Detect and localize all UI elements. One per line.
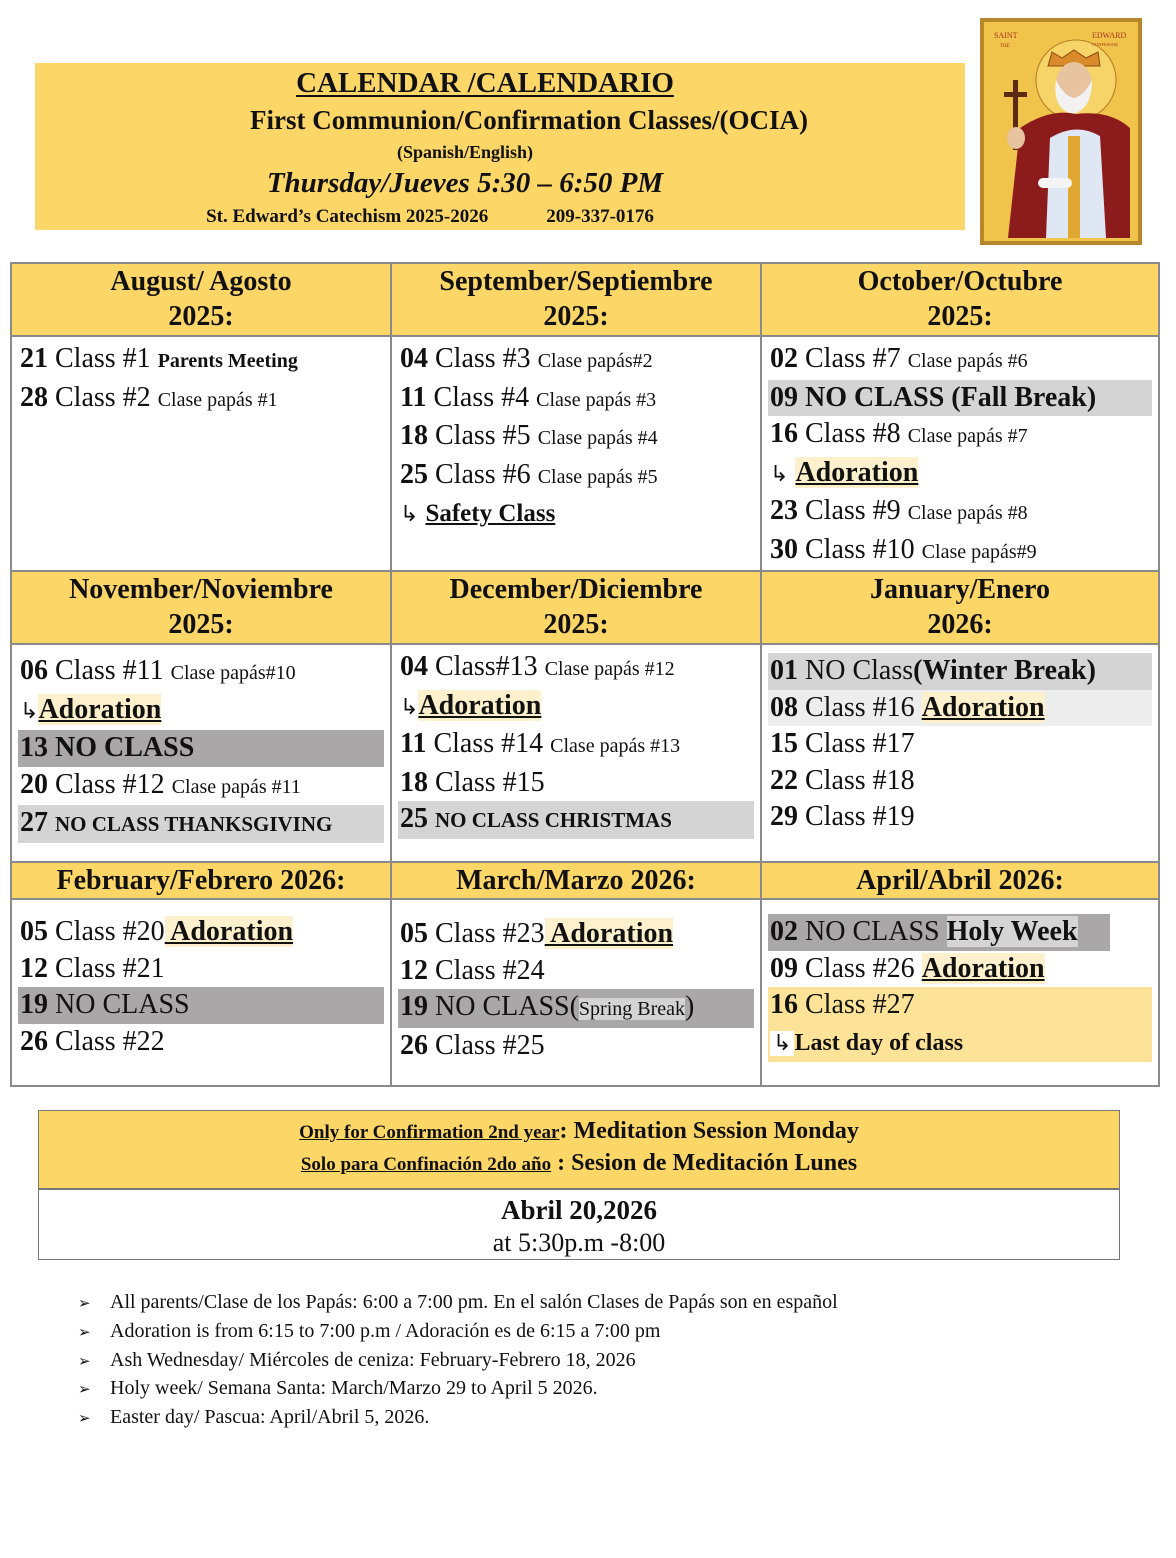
list-item: 26 Class #22 (20, 1025, 165, 1057)
list-item (20, 692, 382, 731)
adoration-label: Adoration (921, 691, 1045, 723)
note-item: ➢ Holy week/ Semana Santa: March/Marzo 29 to April 5 2026. (78, 1375, 838, 1404)
month-header-row (11, 862, 1159, 899)
list-item: 12 Class #21 (20, 952, 165, 984)
phone-number: 209-337-0176 (546, 206, 654, 227)
month-header-september: September/Septiembre 2025: (391, 263, 761, 336)
arrow-icon: ↳ (400, 502, 419, 527)
month-header-april: April/Abril 2026: (761, 862, 1159, 899)
organization-line (0, 206, 895, 228)
no-class-item: 19 NO CLASS (18, 987, 384, 1024)
month-cell-february (11, 899, 391, 1086)
calendar-header (35, 63, 965, 230)
list-item: 09 Class #26 Adoration (770, 952, 1045, 984)
meditation-label-en: Only for Confirmation 2nd year (299, 1122, 560, 1143)
list-item: 11 Class #14 Clase papás #13 (400, 728, 681, 759)
bullet-arrow-icon: ➢ (78, 1351, 91, 1370)
month-header-row (11, 571, 1159, 644)
adoration-label: Adoration (921, 952, 1045, 984)
month-header-november: November/Noviembre 2025: (11, 571, 391, 644)
safety-class-link: Safety Class (425, 500, 556, 527)
list-item (400, 688, 752, 727)
month-cell-december (391, 644, 761, 862)
list-item: 11 Class #4 Clase papás #3 (400, 381, 657, 413)
note-item: ➢ Easter day/ Pascua: April/Abril 5, 2026. (78, 1404, 838, 1433)
meditation-session-box (38, 1110, 1120, 1260)
list-item (770, 455, 1150, 494)
note-item: ➢ Adoration is from 6:15 to 7:00 p.m / Adoración es de 6:15 a 7:00 pm (78, 1318, 838, 1347)
bullet-arrow-icon: ➢ (78, 1294, 91, 1312)
month-cell-august (11, 336, 391, 571)
adoration-label: Adoration (38, 693, 162, 725)
page-subtitle: First Communion/Confirmation Classes/(OCIA) (250, 105, 808, 135)
month-cell-october (761, 336, 1159, 571)
svg-text:EDWARD: EDWARD (1092, 31, 1127, 40)
meditation-date: Abril 20,2026 (500, 1195, 657, 1225)
bullet-arrow-icon: ➢ (78, 1380, 91, 1399)
list-item: 05 Class #20 Adoration (20, 916, 294, 947)
month-cell-april (761, 899, 1159, 1086)
list-item: 18 Class #5 Clase papás #4 (400, 420, 658, 451)
month-header-march: March/Marzo 2026: (391, 862, 761, 899)
arrow-icon: ↳ (770, 1031, 794, 1056)
list-item: 02 Class #7 Clase papás #6 (770, 343, 1028, 374)
list-item: 08 Class #16 Adoration (768, 690, 1152, 727)
note-item: ➢ All parents/Clase de los Papás: 6:00 a 7:00 pm. En el salón Clases de Papás son en español (78, 1289, 838, 1318)
no-class-item: 27 NO CLASS THANKSGIVING (18, 805, 384, 843)
no-class-item: 25 NO CLASS CHRISTMAS (398, 801, 754, 839)
bullet-arrow-icon: ➢ (78, 1409, 91, 1428)
list-item: 18 Class #15 (400, 766, 545, 798)
month-header-row (11, 263, 1159, 336)
arrow-icon: ↳ (20, 698, 39, 724)
list-item: 21 Class #1 Parents Meeting (20, 343, 298, 374)
languages-label: (Spanish/English) (396, 142, 534, 162)
list-item: 06 Class #11 Clase papás#10 (20, 655, 296, 686)
arrow-icon: ↳ (770, 461, 789, 487)
list-item: 12 Class #24 (400, 954, 545, 986)
list-item (400, 495, 752, 534)
list-item: 16 Class #8 Clase papás #7 (770, 418, 1028, 449)
last-day-item: ↳ Last day of class (768, 1024, 1152, 1063)
page-title: CALENDAR /CALENDARIO (296, 67, 674, 99)
list-item: 25 Class #6 Clase papás #5 (400, 458, 658, 490)
meditation-text-es: : Sesion de Meditación Lunes (551, 1150, 858, 1176)
organization-name: St. Edward’s Catechism 2025-2026 (206, 206, 489, 227)
list-item: 20 Class #12 Clase papás #11 (20, 768, 301, 800)
no-class-item: 19 NO CLASS(Spring Break) (398, 989, 754, 1028)
arrow-icon: ↳ (400, 694, 419, 720)
month-cell-september (391, 336, 761, 571)
list-item: 22 Class #18 (770, 764, 915, 796)
adoration-label: Adoration (164, 916, 294, 947)
month-cell-january (761, 644, 1159, 862)
no-class-item: 09 NO CLASS (Fall Break) (768, 380, 1152, 417)
adoration-label: Adoration (544, 918, 674, 949)
list-item: 15 Class #17 (770, 728, 915, 759)
list-item: 05 Class #23 Adoration (400, 918, 674, 949)
list-item: 04 Class#13 Clase papás #12 (400, 651, 675, 682)
meditation-header (39, 1111, 1119, 1190)
no-class-item: 02 NO CLASS Holy Week (768, 914, 1110, 951)
list-item: 28 Class #2 Clase papás #1 (20, 381, 278, 413)
calendar-table (10, 262, 1160, 1087)
list-item: 30 Class #10 Clase papás#9 (770, 533, 1037, 565)
class-schedule: Thursday/Jueves 5:30 – 6:50 PM (266, 167, 664, 199)
list-item: 26 Class #25 (400, 1029, 545, 1061)
month-header-december: December/Diciembre 2025: (391, 571, 761, 644)
list-item: 04 Class #3 Clase papás#2 (400, 343, 653, 374)
month-header-october: October/Octubre 2025: (761, 263, 1159, 336)
adoration-label: Adoration (795, 456, 919, 488)
month-header-august: August/ Agosto 2025: (11, 263, 391, 336)
month-cell-march (391, 899, 761, 1086)
no-class-item: 13 NO CLASS (18, 730, 384, 767)
meditation-time: at 5:30p.m -8:00 (492, 1228, 666, 1257)
list-item: 16 Class #27 (768, 987, 1152, 1024)
svg-text:SAINT: SAINT (994, 31, 1018, 40)
month-header-february: February/Febrero 2026: (11, 862, 391, 899)
adoration-label: Adoration (418, 689, 542, 721)
bullet-arrow-icon: ➢ (78, 1322, 91, 1341)
list-item: 23 Class #9 Clase papás #8 (770, 495, 1028, 526)
no-class-item: 01 NO Class(Winter Break) (768, 653, 1152, 690)
month-header-january: January/Enero 2026: (761, 571, 1159, 644)
meditation-label-es: Solo para Confinación 2do año (300, 1154, 552, 1175)
saint-edward-icon (980, 18, 1142, 245)
svg-text:CONFESSOR: CONFESSOR (1092, 42, 1119, 47)
svg-text:THE: THE (1000, 44, 1010, 49)
meditation-text-en: : Meditation Session Monday (559, 1118, 859, 1144)
notes-list (78, 1289, 838, 1433)
note-item: ➢ Ash Wednesday/ Miércoles de ceniza: February-Febrero 18, 2026 (78, 1347, 838, 1376)
month-cell-november (11, 644, 391, 862)
list-item: 29 Class #19 (770, 801, 915, 832)
